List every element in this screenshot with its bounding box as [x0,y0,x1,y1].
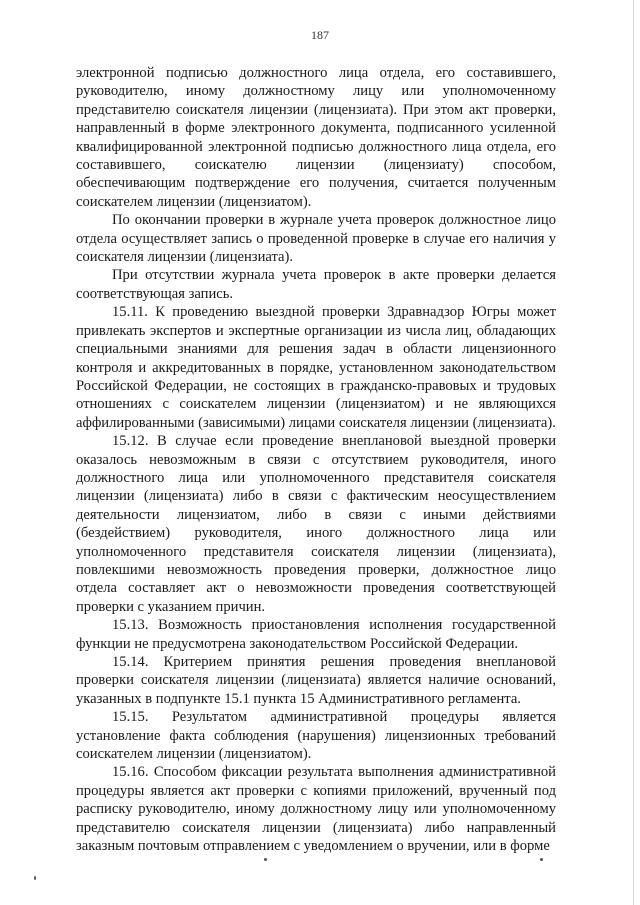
paragraph-15-13: 15.13. Возможность приостановления исполнения государственной функции не предусмотрена законодательством Российской Федерации. [76,617,556,652]
scan-speck [264,858,267,861]
paragraph-15-16: 15.16. Способом фиксации результата выполнения административной процедуры является акт проверки с копиями приложений, врученный под расписку руководителю, иному должностному лицу или уполномоченному представителю соискателя лицензии (лицензиата) либо направленный заказным почтовым отправлением с уведомлением о вручении, или в форме [76,764,556,855]
paragraph-15-11: 15.11. К проведению выездной проверки Здравнадзор Югры может привлекать экспертов и экспертные организации из числа лиц, обладающих специальными знаниями для решения задач в области лицензионного контроля и аккредитованных в порядке, установленном законодательством Российской Федерации, не состоящих в гражданско-правовых и трудовых отношениях с соискателем лицензии (лицензиатом) и не являющихся аффилированными (зависимыми) лицами соискателя лицензии (лицензиата). [76,304,556,431]
paragraph-15-14: 15.14. Критерием принятия решения проведения внеплановой проверки соискателя лицензии (лицензиата) является наличие оснований, указанных в подпункте 15.1 пункта 15 Административного регламента. [76,654,556,707]
scan-speck [540,858,543,861]
paragraph-15-12: 15.12. В случае если проведение внеплановой выездной проверки оказалось невозможным в связи с отсутствием руководителя, иного должностного лица или уполномоченного представителя соискателя лицензии (лицензиата) либо в связи с фактическим неосуществлением деятельности лицензиатом, либо в связи с иными действиями (бездействием) руководителя, иного должностного лица или уполномоченного представителя соискателя лицензии (лицензиата), повлекшими невозможность проведения проверки, должностное лицо отдела составляет акт о невозможности проведения соответствующей проверки с указанием причин. [76,433,556,615]
paragraph-3: При отсутствии журнала учета проверок в акте проверки делается соответствующая запись. [76,267,556,302]
document-body [76,64,556,855]
scan-edge [633,0,634,905]
paragraph-1: электронной подписью должностного лица отдела, его составившего, руководителю, иному должностному лицу или уполномоченному представителю соискателя лицензии (лицензиата). При этом акт проверки, направленный в форме электронного документа, подписанного усиленной квалифицированной электронной подписью должностного лица отдела, его составившего, соискателю лицензии (лицензиату) способом, обеспечивающим подтверждение его получения, считается полученным соискателем лицензии (лицензиатом). [76,65,556,210]
scan-speck [34,876,36,880]
paragraph-2: По окончании проверки в журнале учета проверок должностное лицо отдела осуществляет запись о проведенной проверке в случае его наличия у соискателя лицензии (лицензиата). [76,212,556,266]
page-number: 187 [311,28,329,42]
paragraph-15-15: 15.15. Результатом административной процедуры является установление факта соблюдения (нарушения) лицензионных требований соискателем лицензии (лицензиатом). [76,709,556,763]
